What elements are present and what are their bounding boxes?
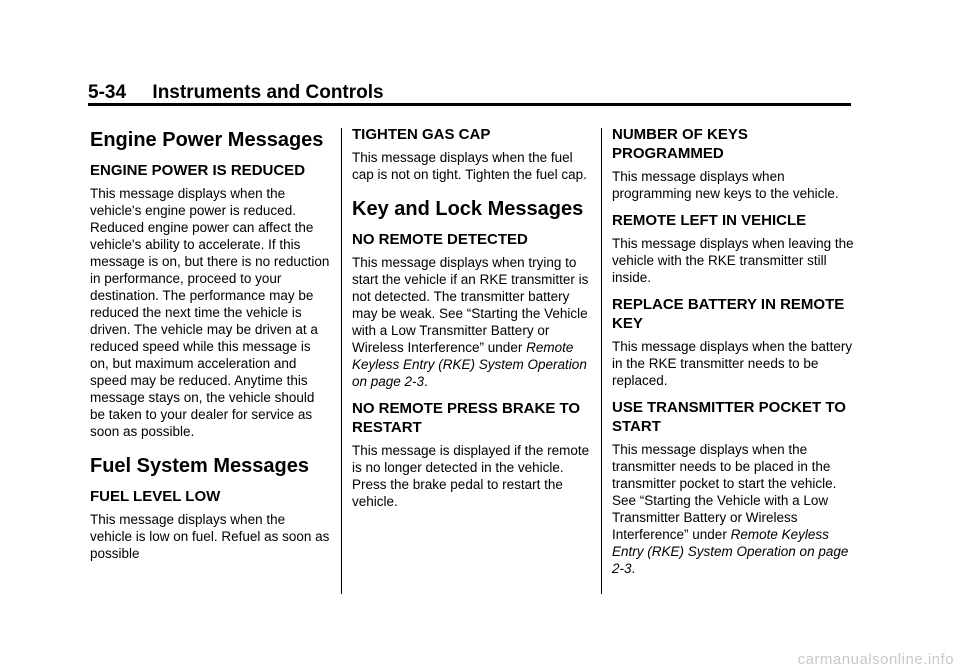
paragraph-text-end: . [424, 374, 428, 389]
subheading-fuel-level-low: FUEL LEVEL LOW [90, 488, 221, 505]
paragraph-tighten-gas-cap: This message displays when the fuel cap is not on tight. Tighten the fuel cap. [352, 150, 587, 182]
subheading-no-remote-detected: NO REMOTE DETECTED [352, 231, 528, 248]
paragraph-engine-power-reduced: This message displays when the vehicle's engine power is reduced. Reduced engine power can affect the vehicle's ability to accelerate. If this message is on, but there is no reduction in performance, proceed to your destination. The performance may be reduced the next time the vehicle is driven. The vehicle may be driven at a reduced speed while this message is on, but maximum acceleration and speed may be reduced. Anytime this message stays on, the vehicle should be taken to your dealer for service as soon as possible. [90, 186, 330, 439]
paragraph-text-end: . [631, 561, 636, 576]
subheading-replace-battery: REPLACE BATTERY IN REMOTE KEY [612, 296, 845, 332]
paragraph-transmitter-pocket [612, 441, 857, 577]
paragraph-replace-battery: This message displays when the battery in the RKE transmitter needs to be replaced. [612, 339, 853, 388]
watermark-url: carmanualsonline.info [797, 651, 954, 668]
paragraph-number-of-keys: This message displays when programming new keys to the vehicle. [612, 169, 839, 201]
page-header: 5-34 Instruments and Controls [88, 82, 384, 103]
subheading-number-of-keys: NUMBER OF KEYS PROGRAMMED [612, 126, 748, 162]
column-divider-2 [601, 128, 602, 594]
column-1 [90, 124, 330, 570]
subheading-transmitter-pocket: USE TRANSMITTER POCKET TO START [612, 399, 846, 435]
paragraph-fuel-level-low: This message displays when the vehicle is low on fuel. Refuel as soon as possible [90, 512, 330, 561]
paragraph-text: This message displays when the transmitter needs to be placed in the transmitter pocket to start the vehicle. See “Starting the Vehicle with a Low Transmitter Battery or Wireless Interference” under [612, 442, 837, 542]
paragraph-no-remote-detected [352, 254, 592, 390]
section-heading-fuel-system: Fuel System Messages [90, 455, 309, 477]
paragraph-no-remote-press-brake: This message is displayed if the remote is no longer detected in the vehicle. Press the brake pedal to restart the vehicle. [352, 443, 590, 509]
section-heading-engine-power: Engine Power Messages [90, 129, 324, 151]
column-divider-1 [341, 128, 342, 594]
paragraph-remote-left: This message displays when leaving the vehicle with the RKE transmitter still inside. [612, 236, 854, 285]
subheading-no-remote-press-brake: NO REMOTE PRESS BRAKE TO RESTART [352, 400, 581, 436]
header-rule [88, 103, 851, 106]
subheading-remote-left: REMOTE LEFT IN VEHICLE [612, 212, 807, 229]
cross-reference-link[interactable]: Remote Keyless Entry (RKE) System Operation on page 2-3 [612, 527, 849, 576]
column-3 [612, 124, 857, 585]
section-heading-key-lock: Key and Lock Messages [352, 198, 584, 220]
subheading-engine-power-reduced: ENGINE POWER IS REDUCED [90, 162, 306, 179]
subheading-tighten-gas-cap: TIGHTEN GAS CAP [352, 126, 491, 143]
cross-reference-link[interactable]: Remote Keyless Entry (RKE) System Operation on page 2-3 [352, 340, 587, 389]
column-2 [352, 124, 592, 518]
paragraph-text: This message displays when trying to start the vehicle if an RKE transmitter is not detected. The transmitter battery may be weak. See “Starting the Vehicle with a Low Transmitter Battery or Wireless Interference” under [352, 255, 589, 355]
